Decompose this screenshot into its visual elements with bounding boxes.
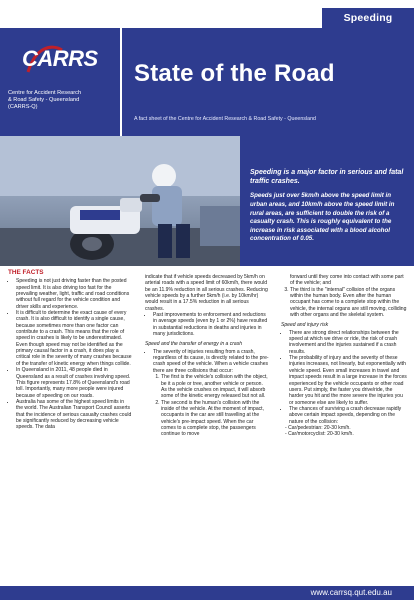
facts-list — [145, 312, 269, 337]
survival-speed-item: - Car/motorcyclist: 20-30 km/h. — [285, 431, 354, 438]
fact-item: • The severity of injuries resulting from a crash, regardless of its cause, is directly related to the pre-crash speed of the vehicle. When a vehicle crashes there are three collisions that occur: — [153, 349, 269, 374]
police-speed-camera-photo — [0, 136, 240, 266]
fact-continuation: forward until they come into contact with some part of the vehicle; and — [290, 274, 404, 287]
lead-paragraph: Speeds just over 5km/h above the speed limit in urban areas, and 10km/h above the speed limit in rural areas, are sufficient to double the risk of a casualty crash. This is roughly equivalent to the increase in risk associated with a blood alcohol concentration of 0.05. — [250, 192, 395, 243]
fact-item: • Past improvements to enforcement and reductions in average speeds (even by 1 or 2%) have resulted in substantial reductions in deaths and injuries in many jurisdictions. — [153, 312, 269, 337]
survival-speed-item: - Car/pedestrian: 20-30 km/h. — [285, 424, 351, 431]
fact-item: • The chances of surviving a crash decrease rapidly above certain impact speeds, depending on the nature of the collision: — [289, 406, 407, 425]
facts-column-1 — [8, 270, 132, 431]
category-tab — [322, 8, 414, 28]
lead-paragraph: Speeding is a major factor in serious and fatal traffic crashes. — [250, 169, 404, 186]
fact-item: • Australia has some of the highest speed limits in the world. The Australian Transport Council asserts that the incidence of serious casualty crashes could be significantly reduced by decreasing vehicle speeds. The data — [16, 399, 132, 431]
logo-line: & Road Safety - Queensland — [8, 97, 80, 104]
collision-list — [281, 287, 407, 319]
category-tab-label: Speeding — [343, 12, 393, 24]
section-heading: Speed and the transfer of energy in a crash — [145, 341, 243, 348]
logo-wordmark: CARRS — [22, 46, 98, 71]
facts-section — [0, 270, 414, 582]
collision-item: 3. The third is the "internal" collision of the organs within the human body. Even after the human occupant has come to a complete stop within the vehicle, the internal organs are still moving, colliding with other organs and the skeletal system. — [290, 287, 407, 319]
facts-list — [281, 330, 407, 425]
photo-illustration — [0, 136, 240, 266]
facts-column-3 — [281, 274, 407, 438]
facts-list — [145, 349, 269, 374]
collision-item: 1. The first is the vehicle's collision with the object, be it a pole or tree, another vehicle or person. As the vehicle crushes on impact, it will absorb some of the kinetic energy released but not all. — [161, 374, 269, 399]
website-link[interactable]: www.carrsq.qut.edu.au — [310, 588, 392, 597]
facts-heading: THE FACTS — [8, 269, 44, 276]
survival-speed-text: Car/pedestrian: 20-30 km/h. — [288, 424, 351, 431]
fact-continuation: indicate that if vehicle speeds decreased by 5km/h on arterial roads with a speed limit of 60km/h, there would be an 11.9% reduction in all serious crashes. Reducing vehicle speeds by a further 5km/h (i.e. by 10km/hr) would result in a 17.5% reduction in all serious crashes. — [145, 274, 268, 312]
collision-item: 2. The second is the human's collision with the inside of the vehicle. At the moment of impact, occupants in the car are still travelling at the vehicle's pre-impact speed. When the car comes to a complete stop, the passengers continue to move — [161, 400, 269, 438]
logo-line: Centre for Accident Research — [8, 90, 82, 96]
fact-item: • The probability of injury and the severity of these injuries increases, not linearly, but exponentially with vehicle speed. Even small increases in travel and impact speeds result in a large increase in the forces experienced by the vehicle occupants or other road users. Put simply, the faster you drive/ride, the harder you hit and the more severe the injuries you or someone else are likely to suffer. — [289, 355, 407, 406]
lead-text — [250, 168, 408, 250]
collision-list — [145, 374, 269, 437]
logo-panel — [0, 28, 122, 136]
facts-list — [8, 278, 132, 430]
header — [0, 28, 414, 136]
fact-item: • Speeding is not just driving faster than the posted speed limit. It is also driving too fast for the prevailing weather, light, traffic and road conditions without full regard for the vehicle condition and driver skills and experience. — [16, 278, 132, 310]
fact-item: • In Queensland in 2011, 48 people died in Queensland as a result of crashes involving speed. This figure represents 17.8% of Queensland's road toll. Importantly, many more people were injured because of speeding on our roads. — [16, 367, 132, 399]
logo-line: (CARRS-Q) — [8, 104, 38, 111]
fact-item: • There are strong direct relationships between the speed at which we drive or ride, the risk of crash involvement and the injuries sustained if a crash results. — [289, 330, 407, 355]
survival-speed-list — [281, 425, 407, 438]
fact-item: • It is difficult to determine the exact cause of every crash. It is also difficult to identify a single cause, because sometimes more than one factor can contribute to a crash. This means that the role of speed in crashes is likely to be underestimated. Even though speed may not be identified as the primary causal factor in a crash, it does play a critical role in the severity of many crashes because of the transfer of kinetic energy when things collide. — [16, 310, 132, 367]
survival-speed-text: Car/motorcyclist: 20-30 km/h. — [288, 431, 354, 438]
section-heading: Speed and injury risk — [281, 322, 329, 329]
page-title: State of the Road — [134, 60, 335, 87]
logo-subtext — [8, 90, 118, 112]
page-subtitle: A fact sheet of the Centre for Accident Research & Road Safety - Queensland — [134, 116, 316, 122]
footer-bar — [0, 586, 414, 600]
facts-column-2 — [145, 274, 269, 438]
title-panel — [122, 28, 414, 136]
